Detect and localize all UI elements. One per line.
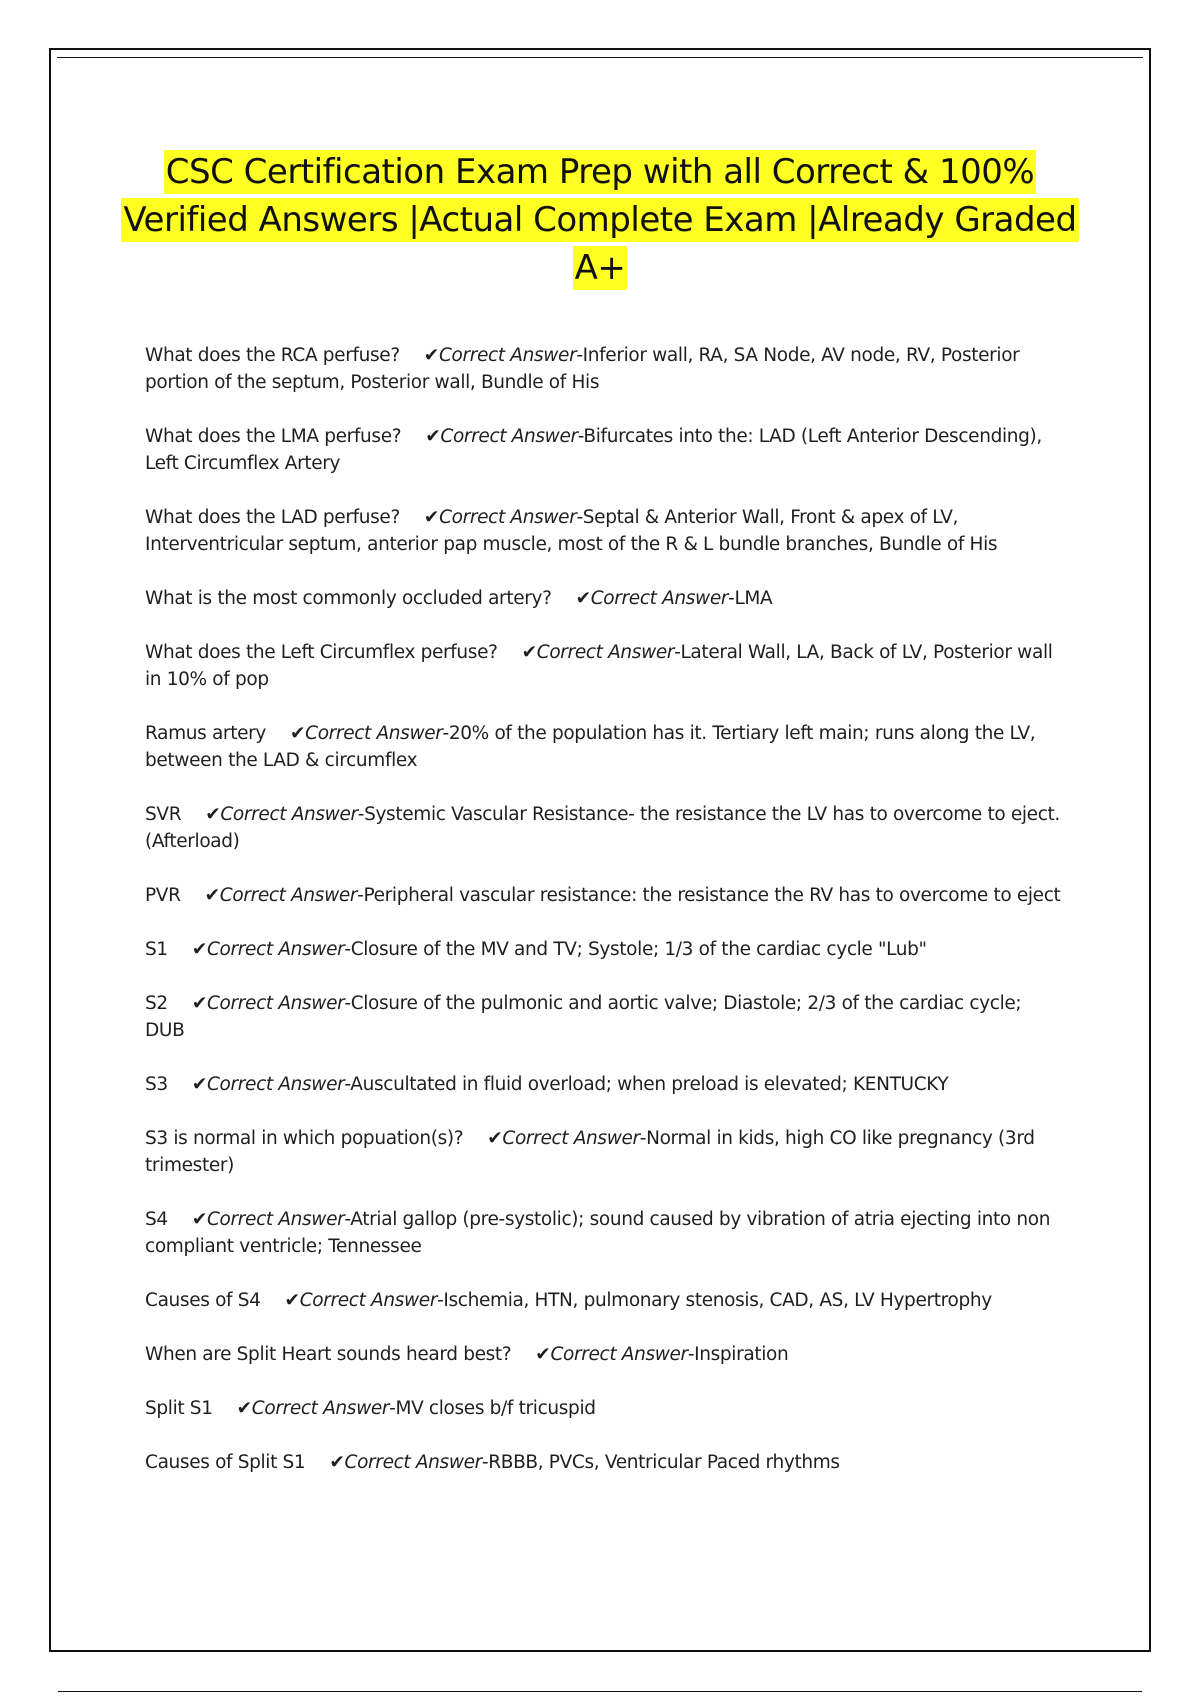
check-icon: ✔	[425, 426, 441, 447]
question-text: S3	[145, 1074, 168, 1095]
answer-label: Correct Answer	[305, 723, 443, 744]
answer-separator: -	[389, 1398, 396, 1419]
answer-separator: -	[437, 1290, 444, 1311]
answer-label: Correct Answer	[206, 939, 345, 960]
document-title	[120, 148, 1080, 292]
answer-separator: -	[357, 885, 364, 906]
answer-text: Auscultated in fluid overload; when preload is elevated; KENTUCKY	[350, 1074, 949, 1095]
question-text: What does the RCA perfuse?	[145, 345, 400, 366]
qa-item	[145, 882, 1065, 909]
answer-separator: -	[576, 507, 583, 528]
answer-label: Correct Answer	[590, 588, 729, 609]
answer-label: Correct Answer	[219, 885, 358, 906]
check-icon: ✔	[204, 885, 220, 906]
answer-separator: -	[481, 1452, 489, 1473]
answer-text: Ischemia, HTN, pulmonary stenosis, CAD, AS, LV Hypertrophy	[443, 1290, 992, 1311]
question-text: S4	[145, 1209, 168, 1230]
answer-label: Correct Answer	[299, 1290, 438, 1311]
answer-label: Correct Answer	[536, 642, 675, 663]
answer-text: Atrial gallop (pre-systolic); sound caused by vibration of atria ejecting into non compliant ventricle; Tennessee	[145, 1209, 1051, 1257]
check-icon: ✔	[205, 804, 221, 825]
answer-text: Closure of the MV and TV; Systole; 1/3 of the cardiac cycle "Lub"	[350, 939, 927, 960]
check-icon: ✔	[535, 1344, 551, 1365]
check-icon: ✔	[423, 345, 439, 366]
answer-separator: -	[639, 1128, 647, 1149]
qa-item	[145, 936, 1065, 963]
answer-text: Closure of the pulmonic and aortic valve; Diastole; 2/3 of the cardiac cycle; DUB	[145, 993, 1022, 1041]
check-icon: ✔	[423, 507, 440, 528]
question-text: What does the Left Circumflex perfuse?	[145, 642, 498, 663]
question-text: S2	[145, 993, 168, 1014]
question-text: Ramus artery	[145, 723, 266, 744]
qa-item	[145, 1341, 1065, 1368]
question-text: S1	[145, 939, 168, 960]
question-text: S3 is normal in which popuation(s)?	[145, 1128, 464, 1149]
question-text: What does the LMA perfuse?	[145, 426, 402, 447]
answer-label: Correct Answer	[550, 1344, 688, 1365]
check-icon: ✔	[284, 1290, 300, 1311]
top-rule	[57, 57, 1143, 58]
answer-separator: -	[577, 426, 584, 447]
check-icon: ✔	[236, 1398, 252, 1419]
qa-item	[145, 1125, 1065, 1179]
answer-text: Systemic Vascular Resistance- the resistance the LV has to overcome to eject. (Afterload)	[145, 804, 1060, 852]
answer-separator: -	[674, 642, 681, 663]
answer-text: Inspiration	[694, 1344, 789, 1365]
answer-label: Correct Answer	[439, 507, 577, 528]
check-icon: ✔	[191, 993, 207, 1014]
question-text: When are Split Heart sounds heard best?	[145, 1344, 512, 1365]
qa-item	[145, 585, 1065, 612]
qa-item	[145, 1449, 1065, 1476]
answer-text: Peripheral vascular resistance: the resistance the RV has to overcome to eject	[363, 885, 1061, 906]
answer-label: Correct Answer	[344, 1452, 482, 1473]
answer-text: Lateral Wall, LA, Back of LV, Posterior wall in 10% of pop	[145, 642, 1053, 690]
answer-separator: -	[357, 804, 365, 825]
answer-text: LMA	[734, 588, 773, 609]
check-icon: ✔	[191, 1074, 207, 1095]
title-highlight: CSC Certification Exam Prep with all Correct & 100% Verified Answers |Actual Complete Exam |Already Graded A+	[123, 152, 1077, 288]
question-text: PVR	[145, 885, 181, 906]
answer-text: Bifurcates into the: LAD (Left Anterior Descending), Left Circumflex Artery	[145, 426, 1042, 474]
qa-item	[145, 1206, 1065, 1260]
qa-item	[145, 1071, 1065, 1098]
answer-text: MV closes b/f tricuspid	[395, 1398, 596, 1419]
answer-label: Correct Answer	[220, 804, 358, 825]
answer-label: Correct Answer	[440, 426, 578, 447]
answer-separator: -	[344, 993, 351, 1014]
question-text: What is the most commonly occluded artery?	[145, 588, 552, 609]
answer-separator: -	[344, 1209, 351, 1230]
answer-separator: -	[442, 723, 449, 744]
answer-label: Correct Answer	[206, 993, 345, 1014]
answer-text: Inferior wall, RA, SA Node, AV node, RV, Posterior portion of the septum, Posterior wall, Bundle of His	[145, 345, 1020, 393]
question-text: Causes of S4	[145, 1290, 261, 1311]
answer-text: RBBB, PVCs, Ventricular Paced rhythms	[488, 1452, 840, 1473]
check-icon: ✔	[329, 1452, 345, 1473]
check-icon: ✔	[521, 642, 537, 663]
answer-label: Correct Answer	[438, 345, 577, 366]
qa-item	[145, 423, 1065, 477]
check-icon: ✔	[575, 588, 591, 609]
question-text: Causes of Split S1	[145, 1452, 306, 1473]
answer-text: 20% of the population has it. Tertiary left main; runs along the LV, between the LAD & circumflex	[145, 723, 1036, 771]
qa-item	[145, 639, 1065, 693]
answer-separator: -	[344, 939, 351, 960]
footer-rule	[58, 1691, 1142, 1692]
qa-item	[145, 990, 1065, 1044]
qa-item	[145, 720, 1065, 774]
answer-text: Normal in kids, high CO like pregnancy (3rd trimester)	[145, 1128, 1035, 1176]
check-icon: ✔	[191, 1209, 207, 1230]
qa-item	[145, 1395, 1065, 1422]
question-text: Split S1	[145, 1398, 213, 1419]
answer-separator: -	[576, 345, 583, 366]
answer-label: Correct Answer	[502, 1128, 640, 1149]
answer-text: Septal & Anterior Wall, Front & apex of LV, Interventricular septum, anterior pap muscle, most of the R & L bundle branches, Bundle of His	[145, 507, 998, 555]
check-icon: ✔	[191, 939, 207, 960]
answer-label: Correct Answer	[206, 1209, 345, 1230]
check-icon: ✔	[289, 723, 306, 744]
question-text: What does the LAD perfuse?	[145, 507, 400, 528]
qa-item	[145, 801, 1065, 855]
check-icon: ✔	[487, 1128, 503, 1149]
answer-label: Correct Answer	[206, 1074, 345, 1095]
qa-item	[145, 504, 1065, 558]
qa-item	[145, 1287, 1065, 1314]
answer-label: Correct Answer	[251, 1398, 390, 1419]
answer-separator: -	[687, 1344, 695, 1365]
qa-item	[145, 342, 1065, 396]
question-text: SVR	[145, 804, 182, 825]
qa-list	[145, 342, 1065, 1503]
answer-separator: -	[344, 1074, 351, 1095]
answer-separator: -	[728, 588, 735, 609]
